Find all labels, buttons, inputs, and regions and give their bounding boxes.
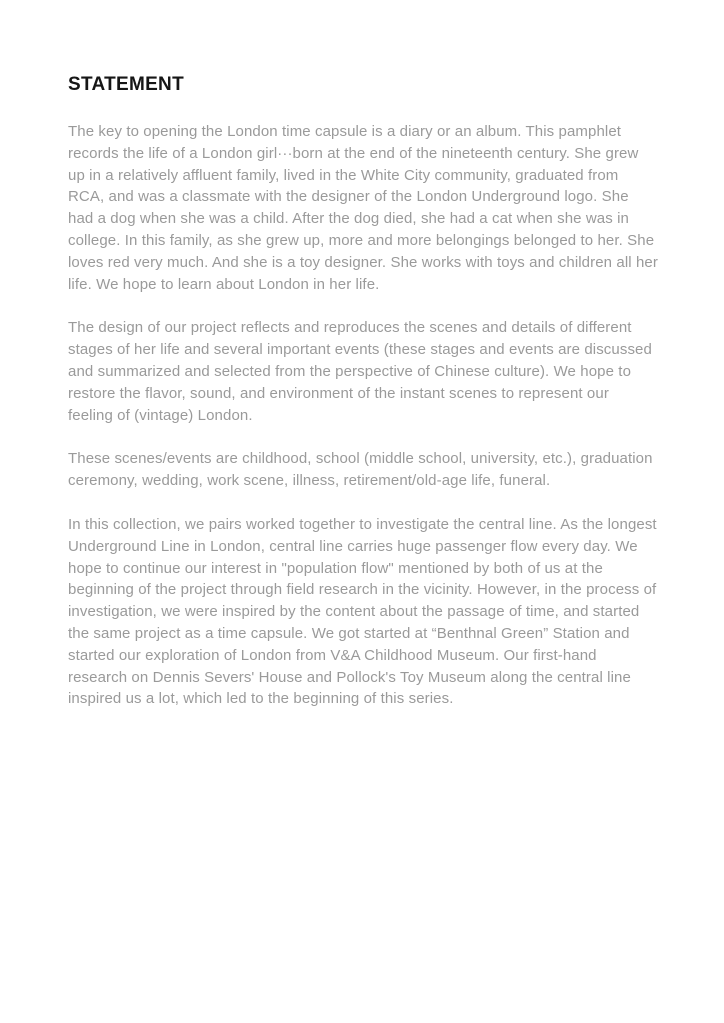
page-title: STATEMENT: [68, 74, 184, 95]
statement-paragraph-3: These scenes/events are childhood, school (middle school, university, etc.), graduation ceremony, wedding, work scene, illness, retirement/old-age life, funeral.: [68, 450, 653, 490]
statement-paragraph-4: In this collection, we pairs worked together to investigate the central line. As the longest Underground Line in London, central line carries huge passenger flow every day. We hope to continue our interest in "population flow" mentioned by both of us at the beginning of the project through field research in the vicinity. However, in the process of investigation, we were inspired by the content about the passage of time, and started the same project as a time capsule. We got started at “Benthnal Green” Station and started our exploration of London from V&A Childhood Museum. Our first-hand research on Dennis Severs' House and Pollock's Toy Museum along the central line inspired us a lot, which led to the beginning of this series.: [68, 515, 657, 708]
statement-page: [68, 74, 658, 710]
statement-paragraph-1: The key to opening the London time capsule is a diary or an album. This pamphlet records the life of a London girl···born at the end of the nineteenth century. She grew up in a relatively affluent family, lived in the White City community, graduated from RCA, and was a classmate with the designer of the London Underground logo. She had a dog when she was a child. After the dog died, she had a cat when she was in college. In this family, as she grew up, more and more belongings belonged to her. She loves red very much. And she is a toy designer. She works with toys and children all her life. We hope to learn about London in her life.: [68, 123, 658, 293]
statement-paragraph-2: The design of our project reflects and reproduces the scenes and details of different stages of her life and several important events (these stages and events are discussed and summarized and selected from the perspective of Chinese culture). We hope to restore the flavor, sound, and environment of the instant scenes to represent our feeling of (vintage) London.: [68, 319, 652, 424]
